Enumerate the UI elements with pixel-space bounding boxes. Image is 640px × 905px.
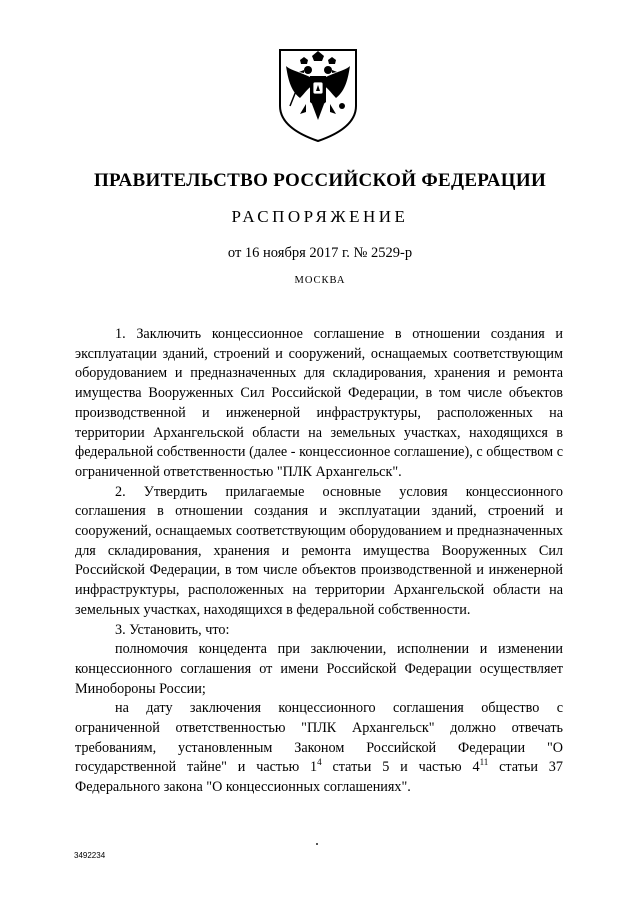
document-city: МОСКВА: [294, 275, 346, 286]
paragraph-5-part-b: статьи 5 и частью 4: [321, 759, 480, 776]
document-code: 3492234: [74, 851, 106, 860]
russian-coat-of-arms-icon: [276, 46, 360, 144]
document-type: РАСПОРЯЖЕНИЕ: [231, 207, 409, 226]
paragraph-4: полномочия концедента при заключении, исполнении и изменении концессионного соглашения от имени Российской Федерации осуществляет Минобороны России;: [75, 641, 563, 697]
document-body: [75, 325, 563, 798]
paragraph-5-part-a: на дату заключения концессионного соглашения общество с ограниченной ответственностью "ПЛК Архангельск" должно отвечать требованиям, установленным Законом Российской Федерации "О государственной тайне" и частью 1: [75, 700, 563, 776]
page-mark: [316, 843, 318, 845]
superscript-2: 11: [479, 757, 489, 768]
superscript-1: 4: [317, 757, 322, 768]
document-date-number: от 16 ноября 2017 г. № 2529-р: [227, 245, 413, 261]
paragraph-2: 2. Утвердить прилагаемые основные условия концессионного соглашения в отношении создания и эксплуатации зданий, строений и сооружений, оснащаемых соответствующим оборудованием и предназначенных для складирования, хранения и ремонта имущества Вооруженных Сил Российской Федерации, в том числе объектов производственной и инженерной инфраструктуры, расположенных на территории Архангельской области на земельных участках, находящихся в федеральной собственности.: [75, 483, 563, 618]
paragraph-5-part-c: статьи 37 Федерального закона "О концессионных соглашениях".: [75, 759, 563, 796]
paragraph-5: [75, 699, 563, 798]
paragraph-1: 1. Заключить концессионное соглашение в отношении создания и эксплуатации зданий, строений и сооружений, оснащаемых соответствующим оборудованием и предназначенных для складирования, хранения и ремонта имущества Вооруженных Сил Российской Федерации, в том числе объектов производственной и инженерной инфраструктуры, расположенных на территории Архангельской области на земельных участках, находящихся в федеральной собственности (далее - концессионное соглашение), с обществом с ограниченной ответственностью "ПЛК Архангельск".: [75, 326, 563, 480]
government-title: ПРАВИТЕЛЬСТВО РОССИЙСКОЙ ФЕДЕРАЦИИ: [93, 170, 547, 191]
paragraph-3: 3. Установить, что:: [115, 621, 230, 638]
